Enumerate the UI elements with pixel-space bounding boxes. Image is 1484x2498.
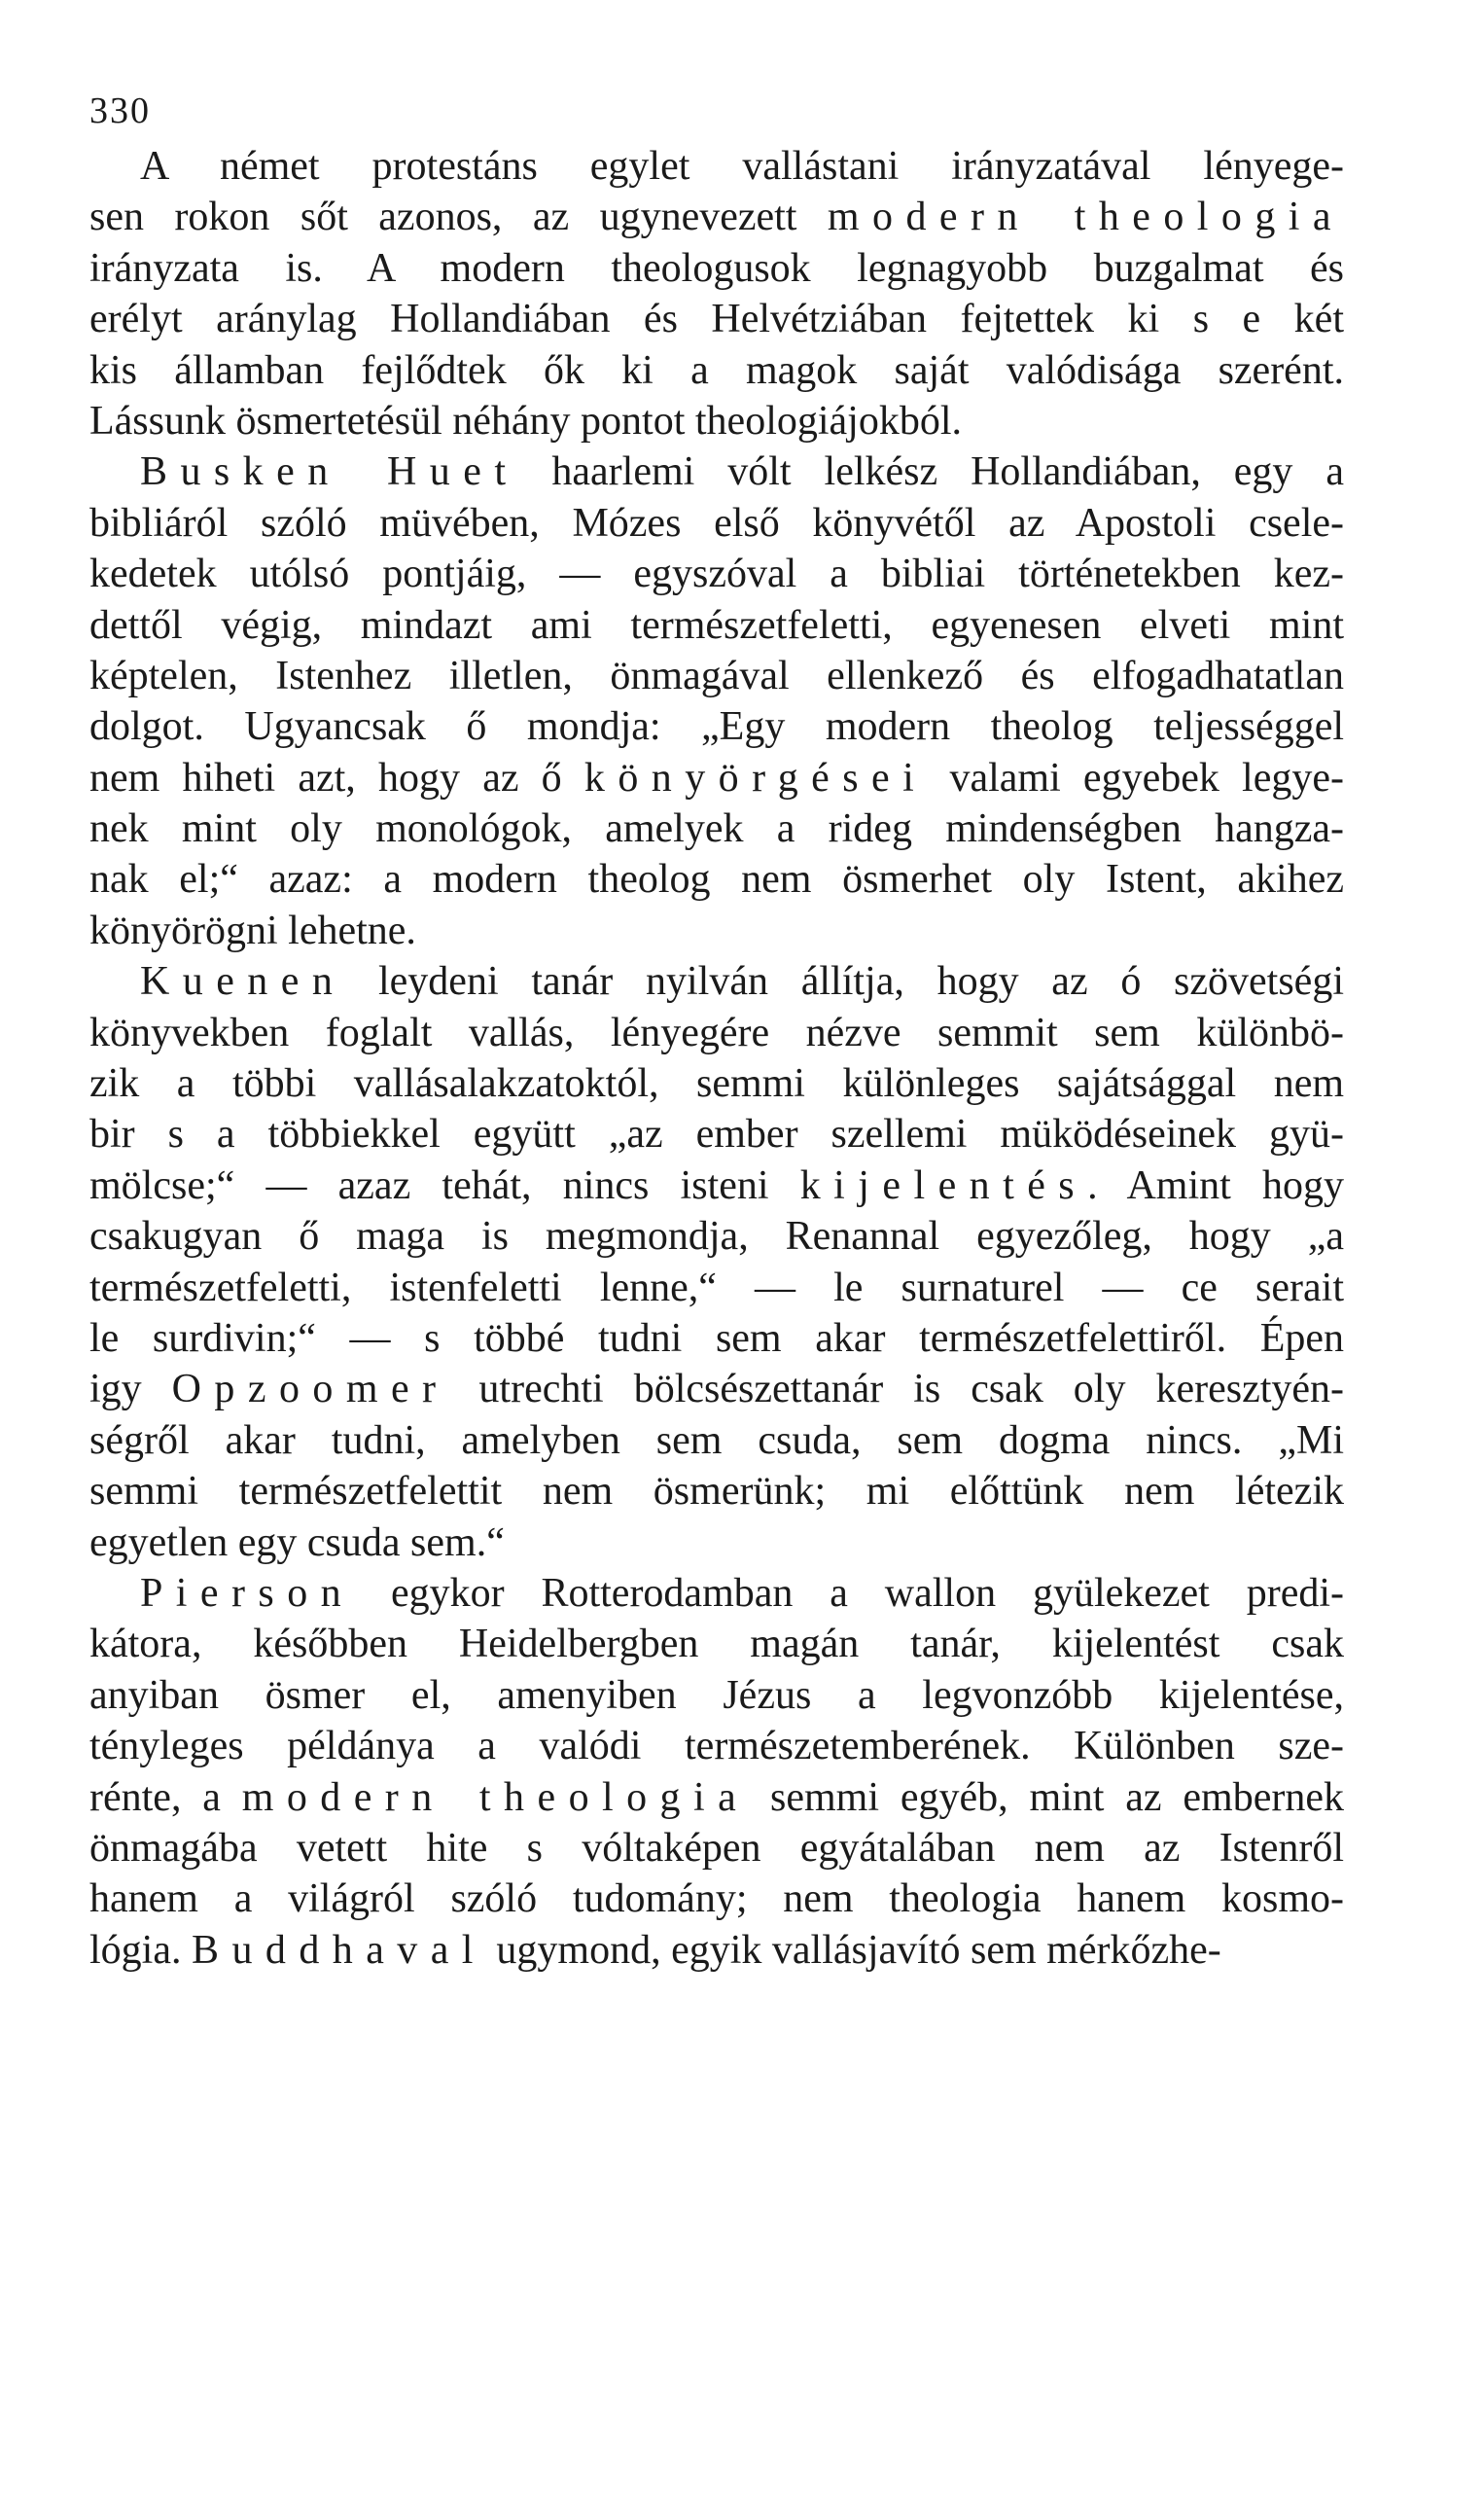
- text-line: [89, 753, 1344, 803]
- text-run: lógia.: [89, 1927, 192, 1973]
- text-line: [89, 1823, 1344, 1874]
- text-run: önmagába vetett hite s vóltaképen egyátalában nem az Istenről: [89, 1825, 1344, 1871]
- text-run: tényleges példánya a valódi természetemberének. Különben sze-: [89, 1724, 1344, 1769]
- text-line: [89, 141, 1344, 192]
- spaced-emphasis: Opzoomer: [171, 1367, 449, 1412]
- text-line: [89, 396, 1344, 446]
- text-line: [89, 1670, 1344, 1721]
- text-line: [89, 192, 1344, 242]
- text-run: egyetlen egy csuda sem.“: [89, 1519, 505, 1565]
- text-run: dolgot. Ugyancsak ő mondja: „Egy modern theolog teljességgel: [89, 704, 1344, 750]
- text-run: . Amint hogy: [1087, 1162, 1344, 1208]
- text-line: [89, 1008, 1344, 1058]
- text-line: [89, 956, 1344, 1007]
- text-line: [89, 803, 1344, 854]
- spaced-emphasis: Pierson: [140, 1570, 355, 1616]
- text-line: [89, 1263, 1344, 1313]
- text-run: Lássunk ösmertetésül néhány pontot theologiájokból.: [89, 398, 963, 444]
- text-run: képtelen, Istenhez illetlen, önmagával ellenkező és elfogadhatatlan: [89, 653, 1344, 698]
- text-run: ugymond, egyik vallásjavító sem mérkőzhe-: [485, 1927, 1221, 1973]
- text-line: [89, 1466, 1344, 1517]
- text-run: erélyt aránylag Hollandiában és Helvétziában fejtettek ki s e két: [89, 297, 1344, 342]
- text-run: le surdivin;“ — s többé tudni sem akar természetfelettiről. Épen: [89, 1315, 1344, 1361]
- text-run: zik a többi vallásalakzatoktól, semmi különleges sajátsággal nem: [89, 1061, 1344, 1107]
- text-line: [89, 1874, 1344, 1924]
- text-run: A német protestáns egylet vallástani irányzatával lényege-: [140, 144, 1344, 189]
- text-run: bibliáról szóló müvében, Mózes első könyvétől az Apostoli csele-: [89, 500, 1344, 546]
- text-run: könyvekben foglalt vallás, lényegére nézve semmit sem különbö-: [89, 1010, 1344, 1055]
- text-run: természetfeletti, istenfeletti lenne,“ — le surnaturel — ce serait: [89, 1265, 1344, 1310]
- text-run: csakugyan ő maga is megmondja, Renannal egyezőleg, hogy „a: [89, 1214, 1344, 1260]
- text-line: [89, 854, 1344, 905]
- text-run: dettől végig, mindazt ami természetfeletti, egyenesen elveti mint: [89, 602, 1344, 648]
- text-line: [89, 243, 1344, 294]
- page-number: 330: [89, 90, 151, 131]
- text-run: valami egyebek legye-: [927, 755, 1344, 801]
- spaced-emphasis: kijelentés: [799, 1162, 1088, 1208]
- text-run: semmi egyéb, mint az embernek: [749, 1774, 1344, 1820]
- text-line: [89, 1568, 1344, 1619]
- body-text: [89, 141, 1344, 1976]
- text-line: [89, 1415, 1344, 1466]
- text-line: [89, 549, 1344, 599]
- text-run: sen rokon sőt azonos, az ugynevezett: [89, 195, 828, 240]
- spaced-emphasis: Busken Huet: [140, 449, 519, 495]
- text-line: [89, 1211, 1344, 1262]
- text-run: semmi természetfelettit nem ösmerünk; mi előttünk nem létezik: [89, 1469, 1344, 1515]
- text-run: utrechti bölcsészettanár is csak oly keresztyén-: [448, 1367, 1345, 1412]
- spaced-emphasis: Buddhaval: [191, 1927, 486, 1973]
- text-line: [89, 498, 1344, 549]
- spaced-emphasis: modern theologia: [241, 1774, 750, 1820]
- text-run: nek mint oly monológok, amelyek a rideg mindenségben hangza-: [89, 806, 1344, 852]
- text-line: [89, 345, 1344, 396]
- text-run: kedetek utólsó pontjáig, — egyszóval a bibliai történetekben kez-: [89, 552, 1344, 597]
- text-line: [89, 701, 1344, 752]
- text-run: leydeni tanár nyilván állítja, hogy az ó szövetségi: [345, 959, 1344, 1005]
- spaced-emphasis: modern theologia: [827, 195, 1344, 240]
- text-line: [89, 651, 1344, 701]
- text-run: kis államban fejlődtek ők ki a magok saját valódisága szerént.: [89, 347, 1344, 393]
- text-line: [89, 1517, 1344, 1568]
- text-line: [89, 1364, 1344, 1414]
- spaced-emphasis: könyörgései: [583, 755, 928, 801]
- text-run: anyiban ösmer el, amenyiben Jézus a legvonzóbb kijelentése,: [89, 1672, 1344, 1718]
- text-run: rénte, a: [89, 1774, 242, 1820]
- text-run: irányzata is. A modern theologusok legnagyobb buzgalmat és: [89, 245, 1344, 291]
- text-line: [89, 1160, 1344, 1211]
- text-run: egykor Rotterodamban a wallon gyülekezet predi-: [354, 1570, 1344, 1616]
- text-run: nem hiheti azt, hogy az ő: [89, 755, 584, 801]
- text-run: mölcse;“ — azaz tehát, nincs isteni: [89, 1162, 800, 1208]
- text-run: kátora, későbben Heidelbergben magán tanár, kijelentést csak: [89, 1622, 1344, 1667]
- text-run: igy: [89, 1367, 172, 1412]
- text-run: bir s a többiekkel együtt „az ember szellemi müködéseinek gyü-: [89, 1112, 1344, 1158]
- text-line: [89, 1313, 1344, 1364]
- text-line: [89, 446, 1344, 497]
- text-line: [89, 294, 1344, 344]
- text-run: nak el;“ azaz: a modern theolog nem ösmerhet oly Istent, akihez: [89, 857, 1344, 903]
- spaced-emphasis: Kuenen: [140, 959, 346, 1005]
- text-run: haarlemi vólt lelkész Hollandiában, egy a: [518, 449, 1344, 495]
- text-run: könyörögni lehetne.: [89, 908, 416, 953]
- text-line: [89, 906, 1344, 956]
- text-line: [89, 600, 1344, 651]
- text-line: [89, 1619, 1344, 1669]
- text-line: [89, 1721, 1344, 1771]
- text-run: ségről akar tudni, amelyben sem csuda, sem dogma nincs. „Mi: [89, 1417, 1344, 1463]
- text-line: [89, 1772, 1344, 1823]
- text-line: [89, 1109, 1344, 1160]
- text-run: hanem a világról szóló tudomány; nem theologia hanem kosmo-: [89, 1876, 1344, 1922]
- text-line: [89, 1058, 1344, 1109]
- text-line: [89, 1925, 1344, 1976]
